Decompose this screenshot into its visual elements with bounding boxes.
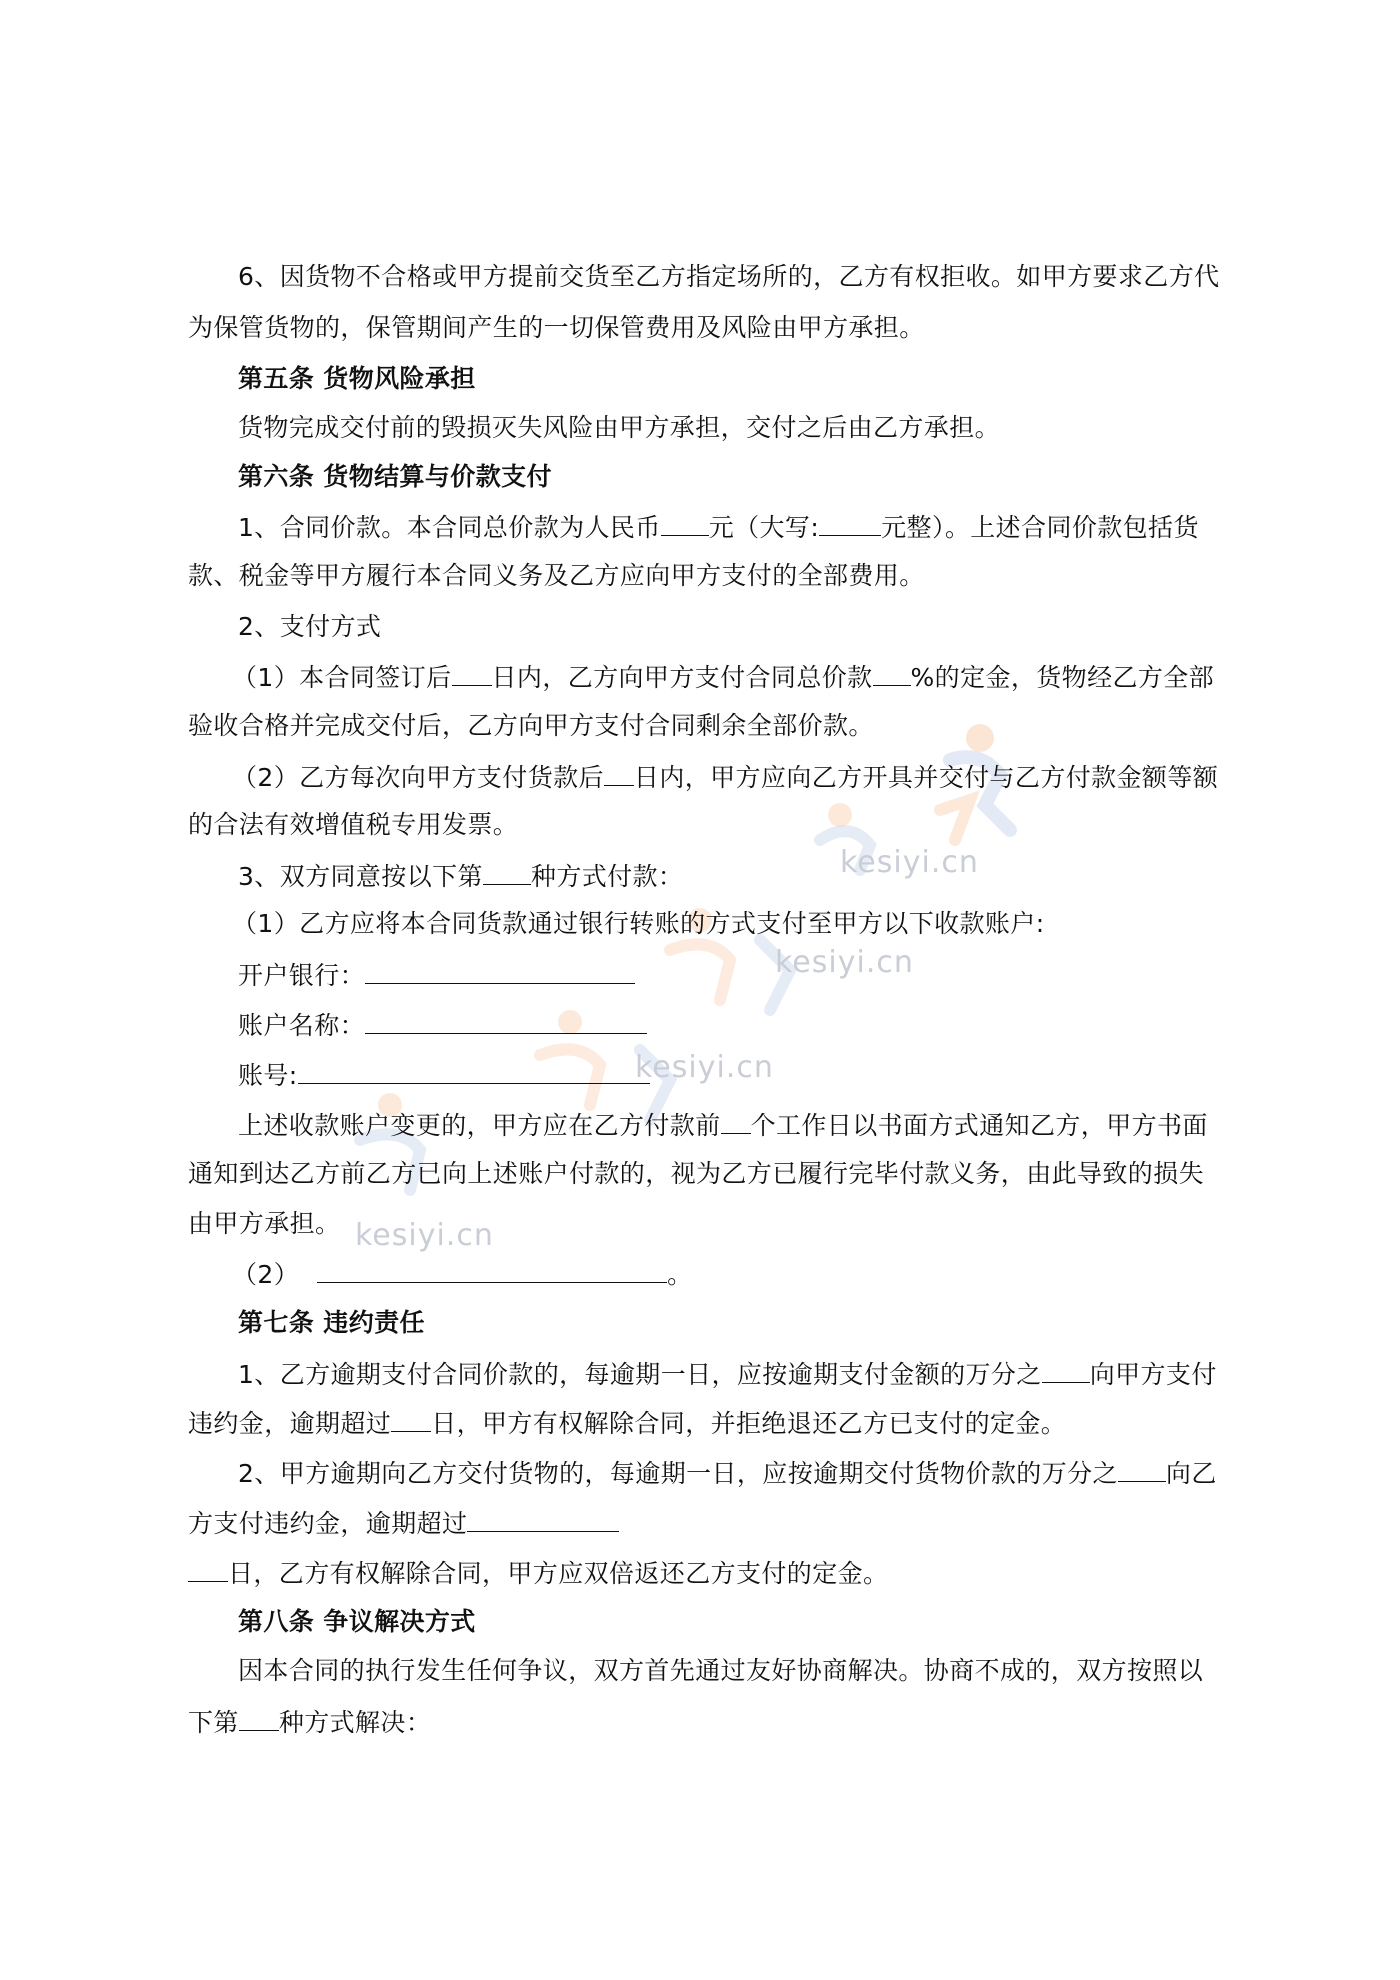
article-6-item-1-line-1: 1、合同价款。本合同总价款为人民币 元（大写: 元整）。上述合同价款包括货 (238, 513, 1199, 542)
article-6-item-3-2: （2） 。 (232, 1260, 693, 1289)
bank-label: 开户银行： (238, 961, 366, 990)
article-8-text-line-2: 下第 种方式解决： (188, 1708, 432, 1737)
watermark-text: kesiyi.cn (355, 1218, 494, 1253)
blank-field[interactable] (188, 1557, 228, 1582)
blank-field[interactable] (239, 1706, 279, 1731)
watermark-text: kesiyi.cn (775, 945, 914, 980)
article-6-item-2-1-line-2: 验收合格并完成交付后，乙方向甲方支付合同剩余全部价款。 (188, 711, 874, 740)
account-name-field[interactable] (365, 1009, 647, 1034)
blank-field[interactable] (467, 1507, 619, 1532)
account-number-field[interactable] (298, 1059, 650, 1084)
account-name-row (238, 1009, 647, 1041)
article-7-item-1-line-1: 1、乙方逾期支付合同价款的，每逾期一日，应按逾期支付金额的万分之 向甲方支付 (238, 1360, 1217, 1389)
article-7-item-2-line-2: 方支付违约金，逾期超过 (188, 1507, 619, 1539)
article-6-item-3-1: （1）乙方应将本合同货款通过银行转账的方式支付至甲方以下收款账户: (232, 909, 1045, 938)
blank-field[interactable] (483, 860, 531, 885)
article-7-item-1-line-2: 违约金，逾期超过 日，甲方有权解除合同，并拒绝退还乙方已支付的定金。 (188, 1409, 1067, 1438)
article-7-item-2-line-3: 日，乙方有权解除合同，甲方应双倍返还乙方支付的定金。 (188, 1557, 888, 1589)
blank-field[interactable] (721, 1109, 751, 1134)
payment-method-2-field[interactable] (317, 1258, 667, 1283)
clause-4-item-6-line-1: 6、因货物不合格或甲方提前交货至乙方指定场所的，乙方有权拒收。如甲方要求乙方代 (238, 262, 1220, 291)
article-6-item-3: 3、双方同意按以下第 种方式付款： (238, 862, 684, 891)
account-number-row (238, 1059, 650, 1091)
blank-field[interactable] (661, 511, 709, 536)
article-6-item-2-1-line-1: （1）本合同签订后 日内，乙方向甲方支付合同总价款 %的定金，货物经乙方全部 (232, 663, 1215, 692)
account-change-line-1: 上述收款账户变更的，甲方应在乙方付款前 个工作日以书面方式通知乙方，甲方书面 (238, 1111, 1208, 1140)
account-change-line-3: 由甲方承担。 (188, 1209, 341, 1238)
article-8-title: 第八条 争议解决方式 (238, 1607, 476, 1636)
article-6-title: 第六条 货物结算与价款支付 (238, 462, 552, 491)
watermark-text: kesiyi.cn (635, 1050, 774, 1085)
watermark-text: kesiyi.cn (840, 845, 979, 880)
account-name-label: 账户名称： (238, 1011, 366, 1040)
article-7-item-2-line-1: 2、甲方逾期向乙方交付货物的，每逾期一日，应按逾期交付货物价款的万分之 向乙 (238, 1459, 1217, 1488)
blank-field[interactable] (452, 661, 492, 686)
bank-row (238, 959, 635, 991)
account-change-line-2: 通知到达乙方前乙方已向上述账户付款的，视为乙方已履行完毕付款义务，由此导致的损失 (188, 1159, 1205, 1188)
runner-logo-icon (330, 1080, 510, 1230)
bank-field[interactable] (365, 959, 635, 984)
article-7-title: 第七条 违约责任 (238, 1308, 425, 1337)
article-6-item-2-2-line-2: 的合法有效增值税专用发票。 (188, 810, 519, 839)
article-6-item-2-2-line-1: （2）乙方每次向甲方支付货款后 日内，甲方应向乙方开具并交付与乙方付款金额等额 (232, 763, 1219, 792)
article-5-title: 第五条 货物风险承担 (238, 364, 476, 393)
article-6-item-1-line-2: 款、税金等甲方履行本合同义务及乙方应向甲方支付的全部费用。 (188, 561, 925, 590)
blank-field[interactable] (1042, 1358, 1090, 1383)
blank-field[interactable] (391, 1407, 431, 1432)
clause-4-item-6-line-2: 为保管货物的，保管期间产生的一切保管费用及风险由甲方承担。 (188, 313, 925, 342)
article-6-item-2: 2、支付方式 (238, 612, 382, 641)
article-5-text: 货物完成交付前的毁损灭失风险由甲方承担，交付之后由乙方承担。 (238, 413, 1001, 442)
blank-field[interactable] (873, 661, 911, 686)
article-8-text-line-1: 因本合同的执行发生任何争议，双方首先通过友好协商解决。协商不成的，双方按照以 (238, 1656, 1204, 1685)
account-number-label: 账号: (238, 1061, 298, 1090)
blank-field[interactable] (819, 511, 881, 536)
blank-field[interactable] (604, 761, 634, 786)
blank-field[interactable] (1118, 1457, 1166, 1482)
watermark-logo (330, 1080, 510, 1230)
